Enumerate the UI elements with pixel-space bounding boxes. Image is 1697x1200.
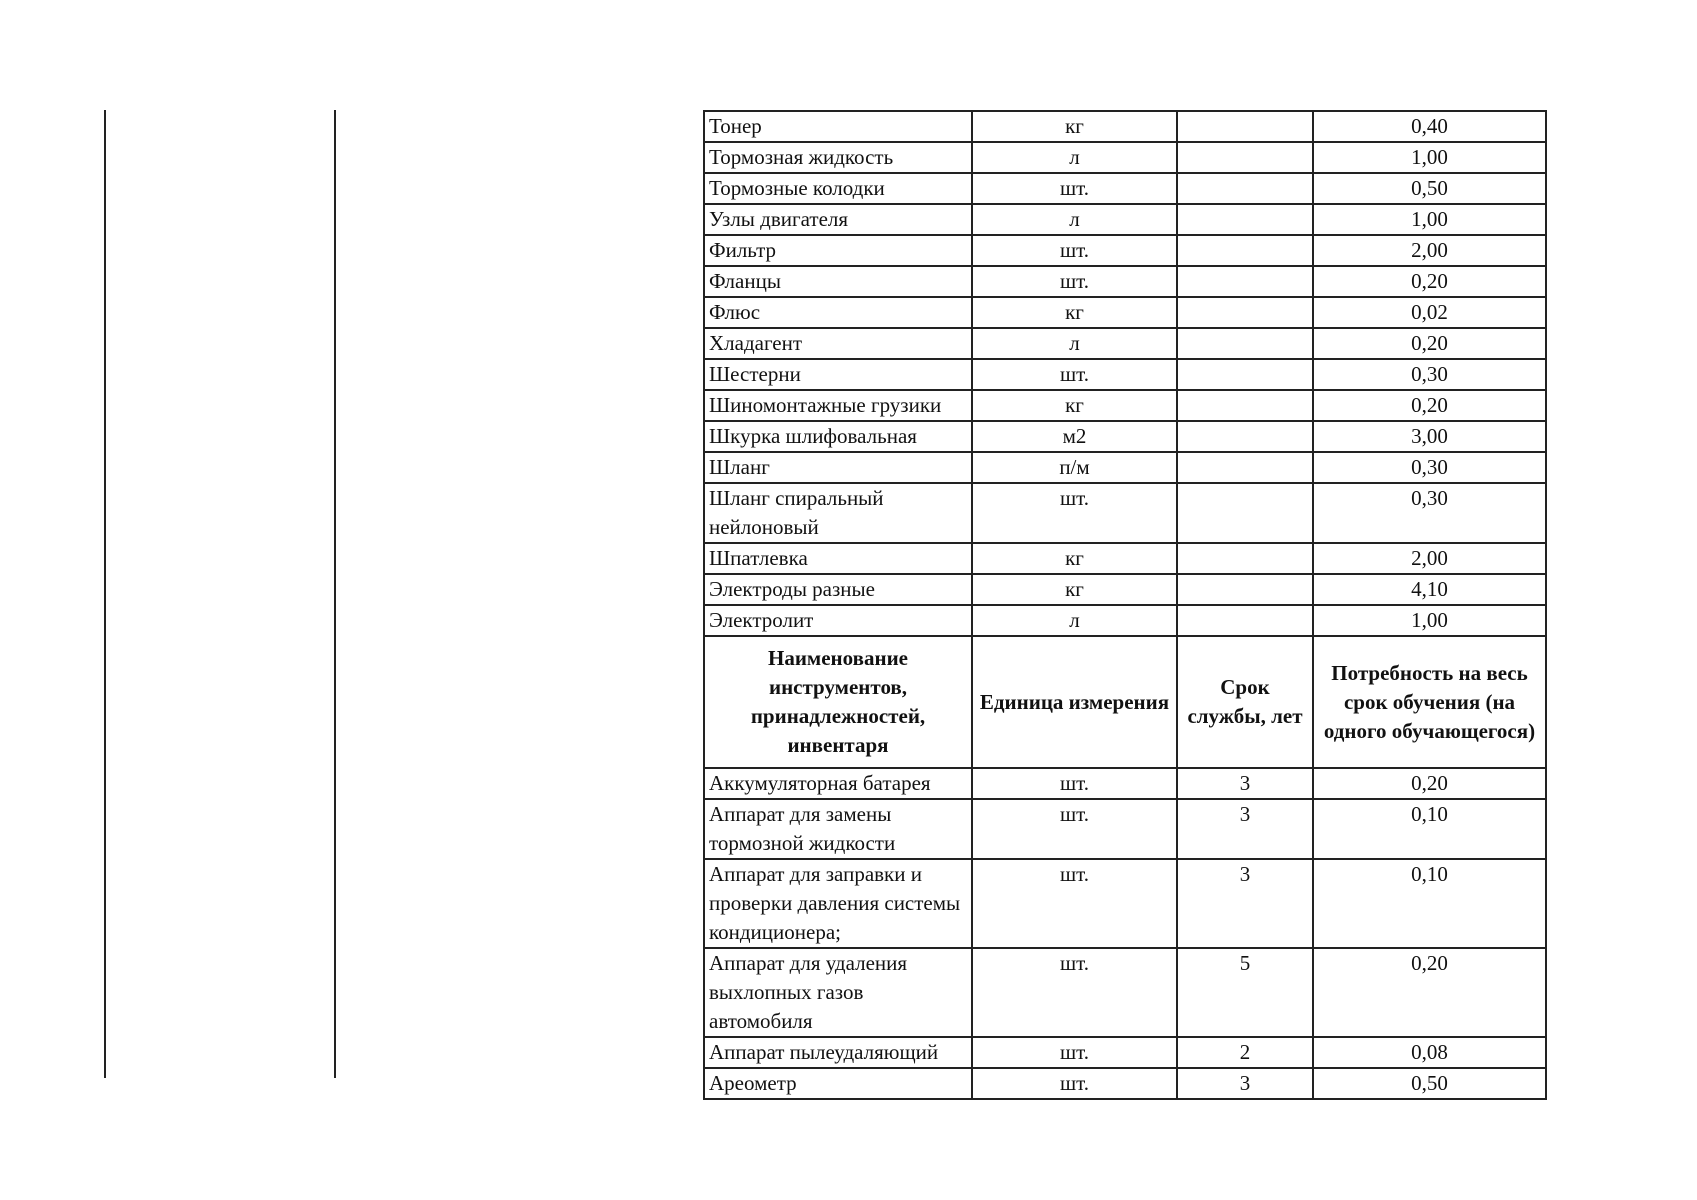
item-term [1177, 452, 1313, 483]
table-row [704, 948, 1546, 1037]
item-unit: шт. [972, 359, 1177, 390]
item-term: 3 [1177, 768, 1313, 799]
item-name: Флюс [704, 297, 972, 328]
table-row [704, 266, 1546, 297]
item-term [1177, 483, 1313, 543]
item-need: 0,10 [1313, 859, 1546, 948]
table-row [704, 859, 1546, 948]
item-name: Тормозная жидкость [704, 142, 972, 173]
left-column-border [104, 110, 106, 1078]
table-row [704, 452, 1546, 483]
item-term [1177, 297, 1313, 328]
item-term [1177, 142, 1313, 173]
item-name: Шестерни [704, 359, 972, 390]
item-term: 3 [1177, 1068, 1313, 1099]
item-need: 0,20 [1313, 266, 1546, 297]
item-name: Шланг спиральный нейлоновый [704, 483, 972, 543]
table-row [704, 421, 1546, 452]
item-need: 0,20 [1313, 390, 1546, 421]
item-need: 0,30 [1313, 359, 1546, 390]
item-unit: м2 [972, 421, 1177, 452]
item-need: 1,00 [1313, 142, 1546, 173]
table-row [704, 328, 1546, 359]
item-term [1177, 173, 1313, 204]
item-term [1177, 328, 1313, 359]
item-name: Шланг [704, 452, 972, 483]
item-unit: шт. [972, 768, 1177, 799]
table-row [704, 111, 1546, 142]
table-row [704, 204, 1546, 235]
item-need: 2,00 [1313, 235, 1546, 266]
item-need: 1,00 [1313, 605, 1546, 636]
item-unit: л [972, 204, 1177, 235]
table-row [704, 1037, 1546, 1068]
header-name: Наименование инструментов, принадлежностей, инвентаря [704, 636, 972, 768]
table-row [704, 605, 1546, 636]
item-term [1177, 390, 1313, 421]
item-term: 2 [1177, 1037, 1313, 1068]
item-need: 0,10 [1313, 799, 1546, 859]
item-need: 0,08 [1313, 1037, 1546, 1068]
item-need: 0,40 [1313, 111, 1546, 142]
table-row [704, 235, 1546, 266]
item-name: Тормозные колодки [704, 173, 972, 204]
item-need: 0,20 [1313, 328, 1546, 359]
table-row [704, 142, 1546, 173]
item-need: 4,10 [1313, 574, 1546, 605]
item-need: 1,00 [1313, 204, 1546, 235]
item-name: Шиномонтажные грузики [704, 390, 972, 421]
item-name: Аппарат для замены тормозной жидкости [704, 799, 972, 859]
item-name: Аппарат пылеудаляющий [704, 1037, 972, 1068]
item-unit: л [972, 328, 1177, 359]
item-need: 2,00 [1313, 543, 1546, 574]
item-term [1177, 111, 1313, 142]
item-unit: шт. [972, 173, 1177, 204]
item-need: 0,30 [1313, 452, 1546, 483]
item-term [1177, 543, 1313, 574]
item-term [1177, 235, 1313, 266]
supplies-table [703, 110, 1547, 1100]
table-row [704, 173, 1546, 204]
item-unit: шт. [972, 1068, 1177, 1099]
header-need: Потребность на весь срок обучения (на одного обучающегося) [1313, 636, 1546, 768]
item-term [1177, 574, 1313, 605]
item-term [1177, 421, 1313, 452]
item-unit: кг [972, 543, 1177, 574]
item-term [1177, 359, 1313, 390]
item-name: Узлы двигателя [704, 204, 972, 235]
item-unit: п/м [972, 452, 1177, 483]
table-row [704, 359, 1546, 390]
table-row [704, 483, 1546, 543]
item-name: Ареометр [704, 1068, 972, 1099]
item-need: 0,50 [1313, 173, 1546, 204]
header-unit: Единица измерения [972, 636, 1177, 768]
middle-column-border [334, 110, 336, 1078]
item-name: Аппарат для заправки и проверки давления системы кондиционера; [704, 859, 972, 948]
table-row [704, 297, 1546, 328]
item-unit: шт. [972, 266, 1177, 297]
table-row [704, 1068, 1546, 1099]
item-name: Шпатлевка [704, 543, 972, 574]
item-unit: шт. [972, 859, 1177, 948]
item-name: Электроды разные [704, 574, 972, 605]
item-need: 3,00 [1313, 421, 1546, 452]
item-need: 0,20 [1313, 948, 1546, 1037]
table-row [704, 543, 1546, 574]
tools-section-header [704, 636, 1546, 768]
table-row [704, 390, 1546, 421]
item-name: Шкурка шлифовальная [704, 421, 972, 452]
table-row [704, 768, 1546, 799]
item-need: 0,20 [1313, 768, 1546, 799]
item-unit: шт. [972, 483, 1177, 543]
item-unit: кг [972, 390, 1177, 421]
item-term [1177, 605, 1313, 636]
item-name: Тонер [704, 111, 972, 142]
table-row [704, 574, 1546, 605]
item-term: 5 [1177, 948, 1313, 1037]
item-term [1177, 266, 1313, 297]
item-term: 3 [1177, 799, 1313, 859]
item-need: 0,50 [1313, 1068, 1546, 1099]
item-term: 3 [1177, 859, 1313, 948]
item-unit: шт. [972, 235, 1177, 266]
header-term: Срок службы, лет [1177, 636, 1313, 768]
item-name: Фланцы [704, 266, 972, 297]
item-unit: л [972, 605, 1177, 636]
tools-body [704, 636, 1546, 1099]
item-name: Аккумуляторная батарея [704, 768, 972, 799]
item-unit: кг [972, 297, 1177, 328]
item-name: Фильтр [704, 235, 972, 266]
item-name: Электролит [704, 605, 972, 636]
item-name: Хладагент [704, 328, 972, 359]
item-unit: кг [972, 111, 1177, 142]
item-need: 0,30 [1313, 483, 1546, 543]
item-unit: шт. [972, 1037, 1177, 1068]
item-unit: шт. [972, 799, 1177, 859]
item-term [1177, 204, 1313, 235]
item-unit: кг [972, 574, 1177, 605]
table-row [704, 799, 1546, 859]
item-name: Аппарат для удаления выхлопных газов автомобиля [704, 948, 972, 1037]
item-unit: шт. [972, 948, 1177, 1037]
item-need: 0,02 [1313, 297, 1546, 328]
item-unit: л [972, 142, 1177, 173]
materials-body [704, 111, 1546, 636]
